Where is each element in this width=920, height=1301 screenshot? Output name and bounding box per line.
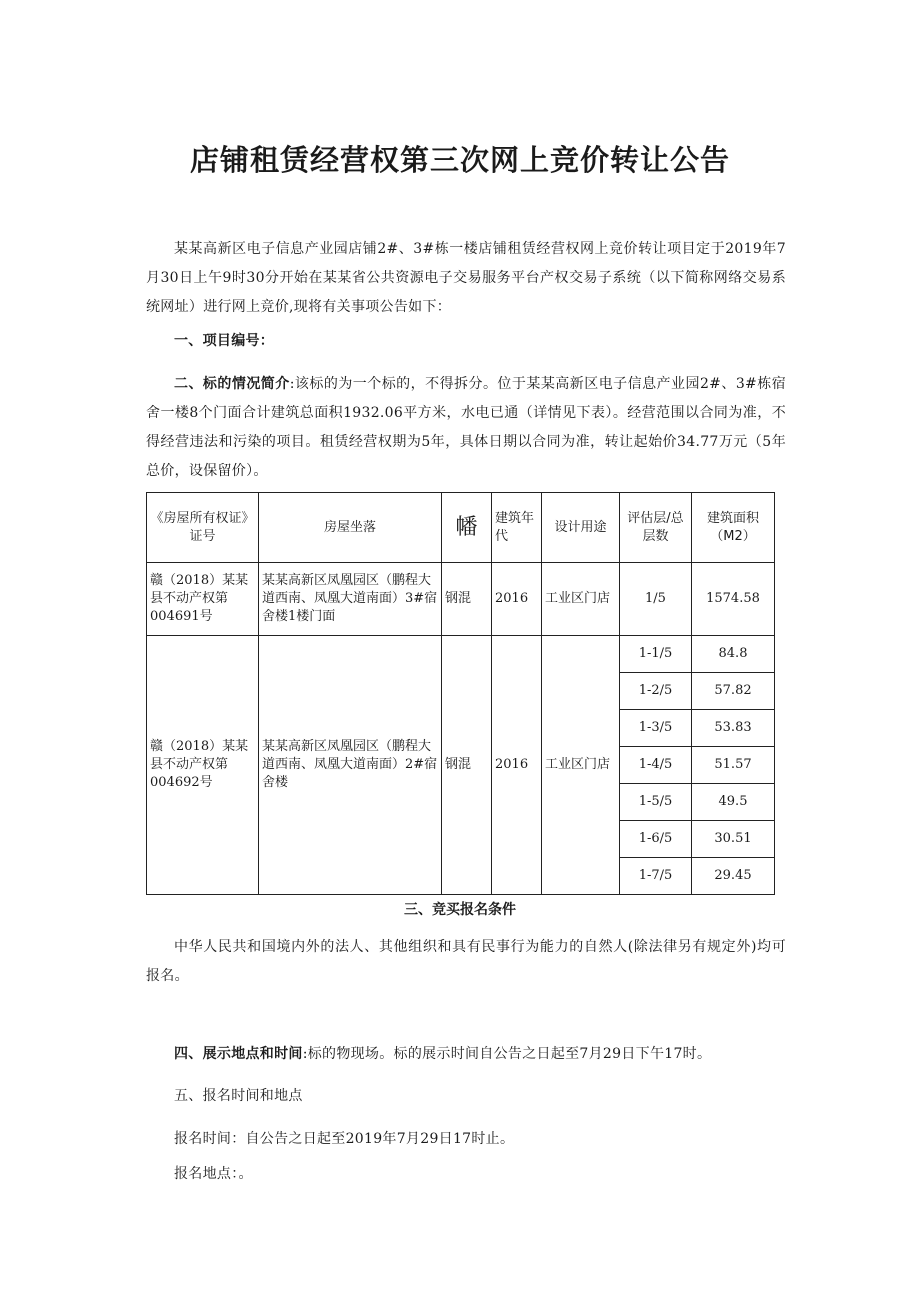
section-3-heading: 三、竞买报名条件 bbox=[404, 902, 516, 918]
row2-floor: 1-4/5 bbox=[620, 747, 692, 784]
registration-place: 报名地点：。 bbox=[174, 1166, 253, 1182]
row2-area: 51.57 bbox=[692, 747, 775, 784]
header-use: 设计用途 bbox=[542, 493, 620, 563]
row2-floor: 1-5/5 bbox=[620, 784, 692, 821]
section-2 bbox=[146, 370, 786, 486]
section-4 bbox=[146, 1040, 786, 1069]
row2-cert: 赣（2018）某某县不动产权第004692号 bbox=[147, 636, 259, 895]
row2-structure: 钢混 bbox=[442, 636, 492, 895]
header-year: 建筑年代 bbox=[492, 493, 542, 563]
row2-area: 49.5 bbox=[692, 784, 775, 821]
row2-area: 57.82 bbox=[692, 673, 775, 710]
section-2-body: :该标的为一个标的，不得拆分。位于某某高新区电子信息产业园2#、3#栋宿舍一楼8个门面合计建筑总面积1932.06平方米，水电已通（详情见下表）。经营范围以合同为准，不得经营违法和污染的项目。租赁经营权期为5年，具体日期以合同为准，转让起始价34.77万元（5年总价，设保留价）。 bbox=[146, 376, 786, 479]
header-area: 建筑面积（M2） bbox=[692, 493, 775, 563]
table-row bbox=[147, 563, 775, 636]
header-floor: 评估层/总层数 bbox=[620, 493, 692, 563]
section-2-heading: 二、标的情况简介 bbox=[174, 376, 290, 392]
row1-floor: 1/5 bbox=[620, 563, 692, 636]
row2-floor: 1-7/5 bbox=[620, 858, 692, 895]
section-5 bbox=[146, 1082, 786, 1111]
section-1-heading: 一、项目编号： bbox=[174, 333, 275, 349]
row1-structure: 钢混 bbox=[442, 563, 492, 636]
section-4-heading: 四、展示地点和时间 bbox=[174, 1046, 303, 1062]
row2-floor: 1-1/5 bbox=[620, 636, 692, 673]
section-3-body: 中华人民共和国境内外的法人、其他组织和具有民事行为能力的自然人(除法律另有规定外)均可报名。 bbox=[146, 939, 786, 984]
row2-area: 30.51 bbox=[692, 821, 775, 858]
row2-floor: 1-3/5 bbox=[620, 710, 692, 747]
row1-location: 某某高新区凤凰园区（鹏程大道西南、凤凰大道南面）3#宿舍楼1楼门面 bbox=[259, 563, 442, 636]
row1-use: 工业区门店 bbox=[542, 563, 620, 636]
section-5-heading: 五、报名时间和地点 bbox=[174, 1088, 303, 1104]
property-table bbox=[146, 492, 775, 895]
header-location: 房屋坐落 bbox=[259, 493, 442, 563]
row2-use: 工业区门店 bbox=[542, 636, 620, 895]
header-structure: 幡 bbox=[442, 493, 492, 563]
row2-area: 29.45 bbox=[692, 858, 775, 895]
section-1 bbox=[146, 327, 786, 356]
row1-year: 2016 bbox=[492, 563, 542, 636]
intro-paragraph: 某某高新区电子信息产业园店铺2#、3#栋一楼店铺租赁经营权网上竞价转让项目定于2019年7月30日上午9时30分开始在某某省公共资源电子交易服务平台产权交易子系统（以下简称网络交易系统网址）进行网上竞价,现将有关事项公告如下： bbox=[146, 241, 786, 315]
table-row bbox=[147, 636, 775, 673]
row1-cert: 赣（2018）某某县不动产权第004691号 bbox=[147, 563, 259, 636]
row2-year: 2016 bbox=[492, 636, 542, 895]
section-4-body: :标的物现场。标的展示时间自公告之日起至7月29日下午17时。 bbox=[302, 1046, 712, 1062]
row2-area: 53.83 bbox=[692, 710, 775, 747]
row2-floor: 1-2/5 bbox=[620, 673, 692, 710]
row2-area: 84.8 bbox=[692, 636, 775, 673]
row1-area: 1574.58 bbox=[692, 563, 775, 636]
page-title: 店铺租赁经营权第三次网上竞价转让公告 bbox=[189, 143, 730, 177]
header-cert: 《房屋所有权证》证号 bbox=[147, 493, 259, 563]
table-header-row bbox=[147, 493, 775, 563]
registration-time: 报名时间：自公告之日起至2019年7月29日17时止。 bbox=[174, 1131, 515, 1147]
row2-location: 某某高新区凤凰园区（鹏程大道西南、凤凰大道南面）2#宿舍楼 bbox=[259, 636, 442, 895]
row2-floor: 1-6/5 bbox=[620, 821, 692, 858]
